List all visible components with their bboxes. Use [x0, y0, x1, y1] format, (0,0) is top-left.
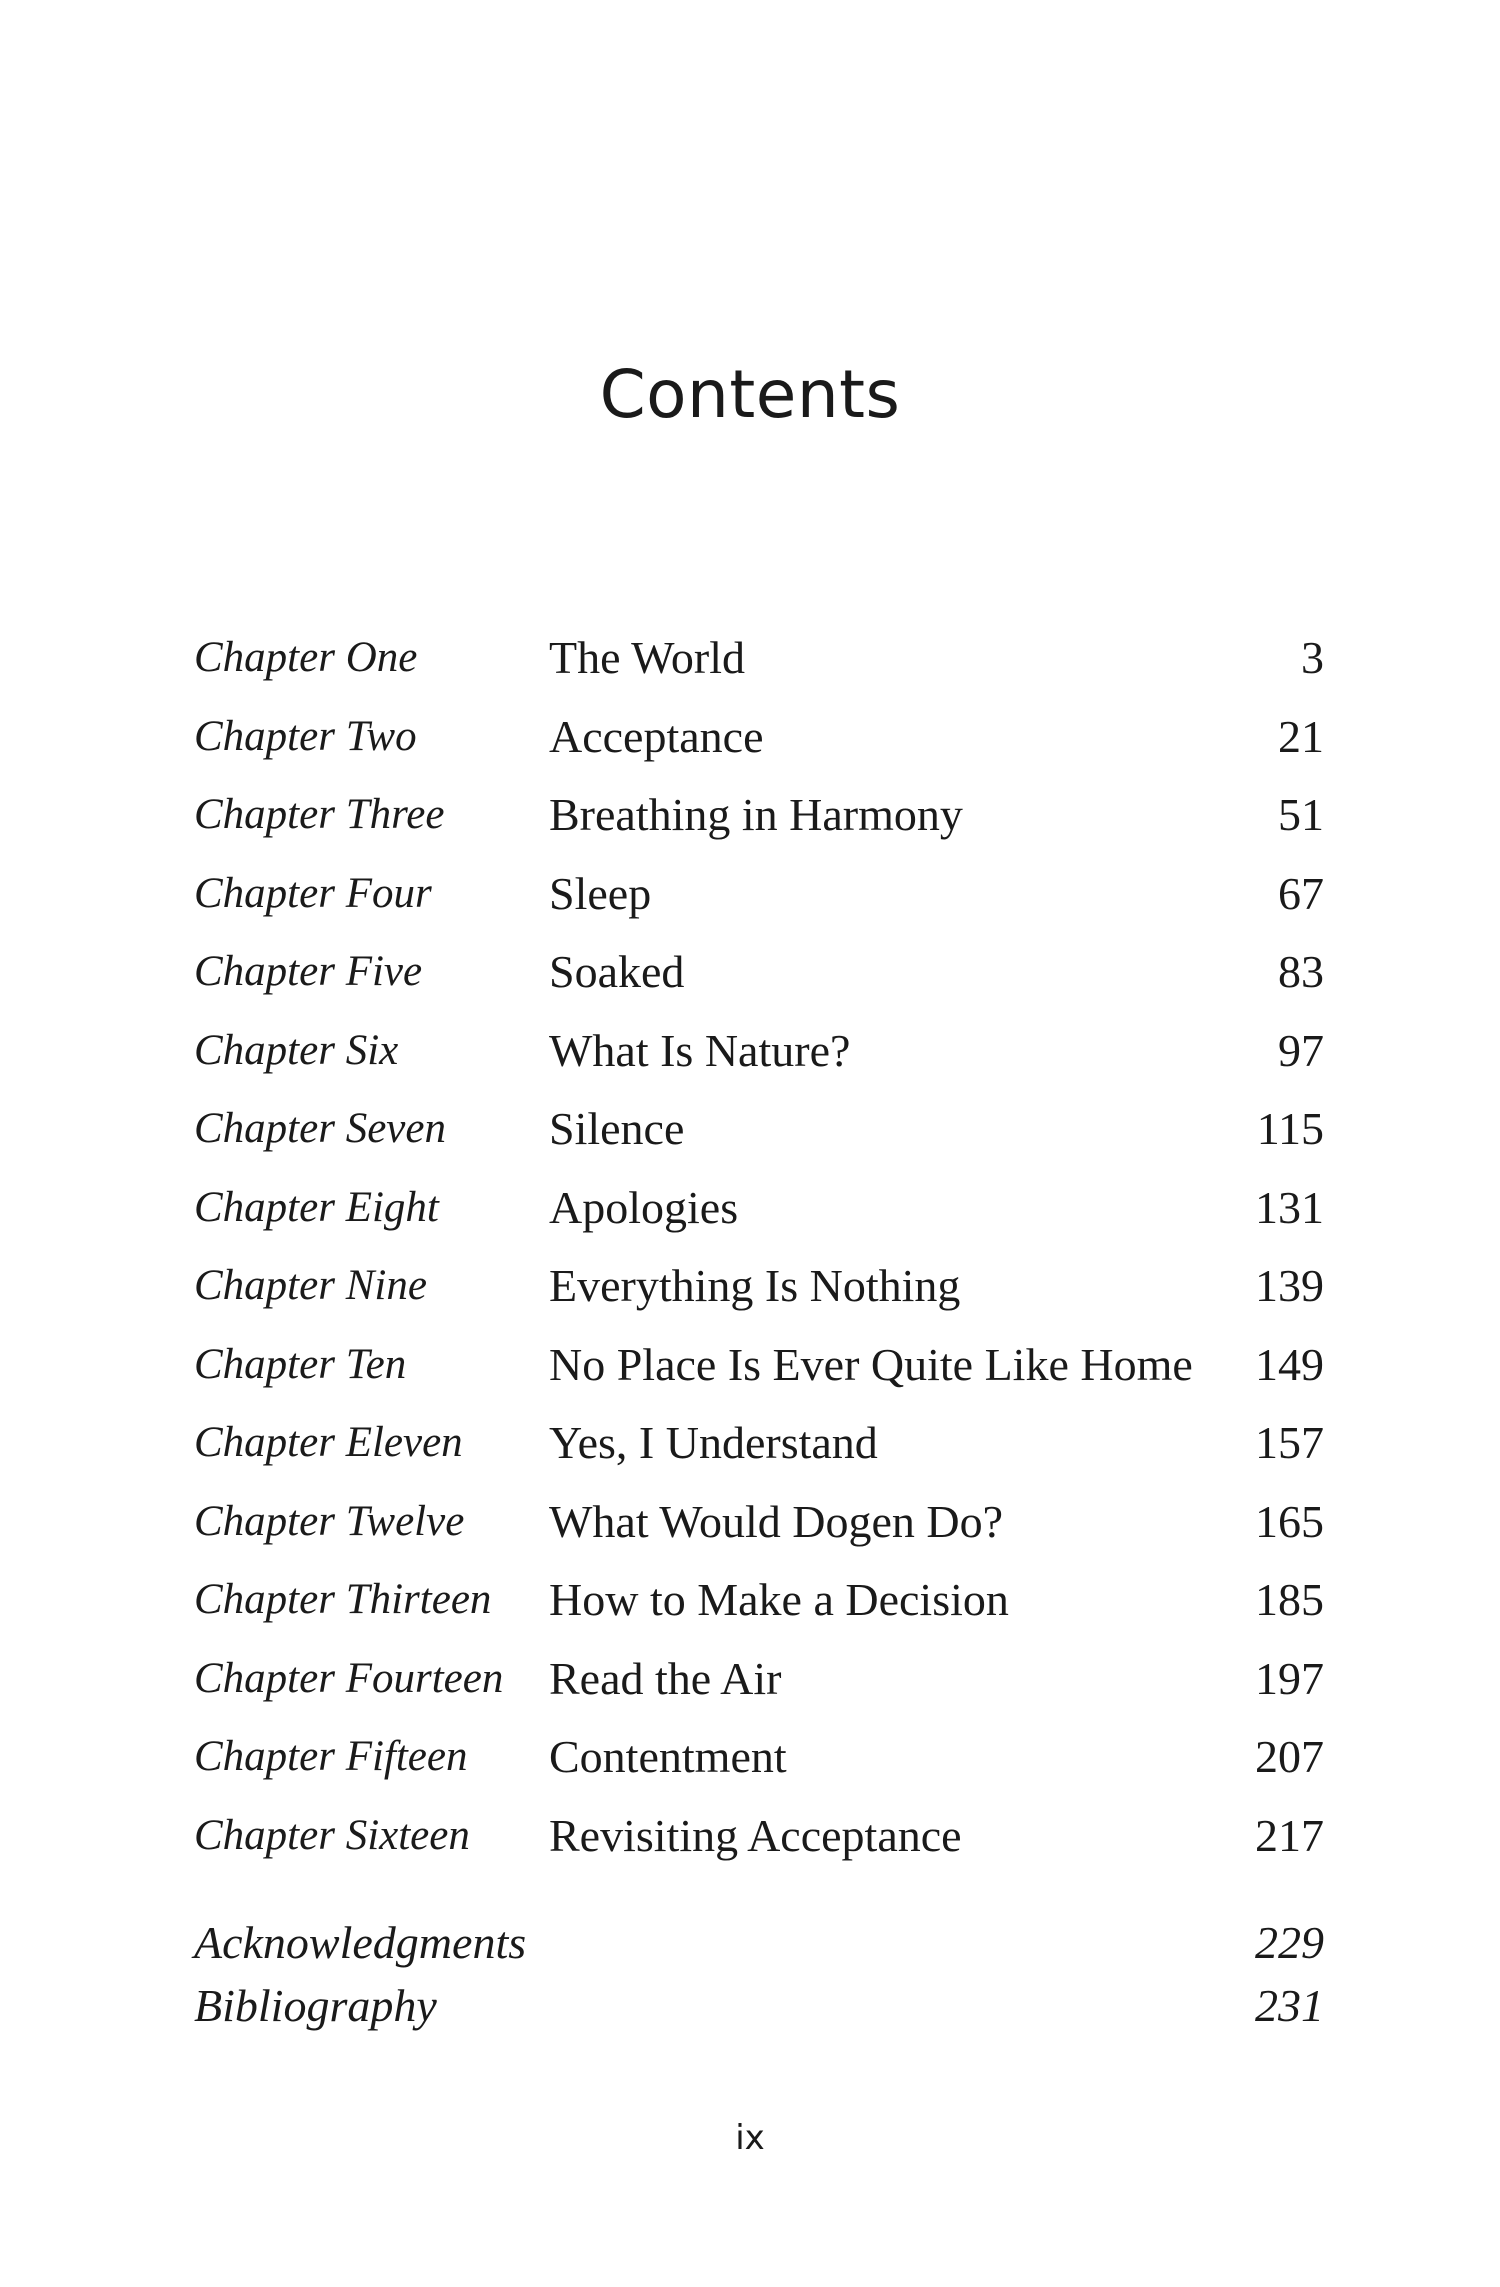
chapter-number-label: Chapter Eleven [194, 1419, 463, 1466]
chapter-page-number: 217 [1255, 1809, 1324, 1861]
chapter-number-label: Chapter Sixteen [194, 1811, 470, 1859]
toc-row [194, 707, 1324, 786]
chapter-title: Revisiting Acceptance [549, 1809, 962, 1861]
back-matter-title: Bibliography [194, 1980, 437, 2031]
chapter-page-number: 67 [1278, 867, 1324, 919]
chapter-page-number: 51 [1278, 789, 1324, 840]
toc-row [194, 1806, 1324, 1885]
toc-row [194, 942, 1324, 1021]
toc-row [194, 785, 1324, 864]
chapter-title: Apologies [549, 1181, 739, 1233]
toc-row [194, 1256, 1324, 1335]
chapter-page-number: 165 [1255, 1495, 1324, 1547]
toc-row [194, 628, 1324, 707]
chapter-number-label: Chapter Fourteen [194, 1654, 504, 1702]
chapter-page-number: 157 [1255, 1417, 1324, 1468]
chapter-title: Soaked [549, 946, 685, 997]
chapter-list [194, 628, 1324, 1884]
chapter-title: Everything Is Nothing [549, 1260, 961, 1311]
toc-row [194, 1492, 1324, 1571]
chapter-title: Contentment [549, 1731, 787, 1782]
chapter-number-label: Chapter Fifteen [194, 1733, 468, 1780]
chapter-title: Silence [549, 1103, 685, 1154]
toc-row [194, 1727, 1324, 1806]
chapter-title: Read the Air [549, 1652, 782, 1704]
chapter-number-label: Chapter Seven [194, 1105, 446, 1152]
chapter-title: Acceptance [549, 710, 764, 762]
toc-row [194, 1021, 1324, 1100]
toc-row [194, 1335, 1324, 1414]
back-matter-list [194, 1913, 1324, 2039]
chapter-number-label: Chapter Ten [194, 1340, 407, 1388]
chapter-number-label: Chapter Four [194, 869, 432, 917]
back-matter-row [194, 1913, 1324, 1976]
toc-row [194, 1178, 1324, 1257]
back-matter-page-number: 229 [1255, 1917, 1324, 1968]
chapter-title: Sleep [549, 867, 652, 919]
toc-row [194, 1099, 1324, 1178]
chapter-page-number: 149 [1255, 1338, 1324, 1390]
chapter-title: What Is Nature? [549, 1024, 851, 1076]
chapter-page-number: 97 [1278, 1024, 1324, 1076]
page-number: ix [735, 2118, 765, 2158]
chapter-title: What Would Dogen Do? [549, 1495, 1004, 1547]
chapter-number-label: Chapter Nine [194, 1262, 427, 1309]
back-matter-row [194, 1976, 1324, 2039]
chapter-number-label: Chapter Eight [194, 1183, 439, 1231]
chapter-page-number: 21 [1278, 710, 1324, 762]
chapter-page-number: 139 [1255, 1260, 1324, 1311]
chapter-number-label: Chapter Thirteen [194, 1576, 492, 1623]
page-title: Contents [599, 356, 901, 433]
chapter-page-number: 197 [1255, 1652, 1324, 1704]
chapter-number-label: Chapter Two [194, 712, 417, 760]
chapter-title: No Place Is Ever Quite Like Home [549, 1338, 1193, 1390]
chapter-page-number: 83 [1278, 946, 1324, 997]
chapter-page-number: 3 [1301, 632, 1324, 683]
back-matter-page-number: 231 [1255, 1980, 1324, 2031]
back-matter-title: Acknowledgments [194, 1917, 527, 1968]
toc-row [194, 1649, 1324, 1728]
toc-row [194, 1570, 1324, 1649]
chapter-title: Yes, I Understand [549, 1417, 878, 1468]
chapter-title: The World [549, 632, 746, 683]
chapter-page-number: 185 [1255, 1574, 1324, 1625]
chapter-number-label: Chapter One [194, 634, 418, 681]
chapter-number-label: Chapter Six [194, 1026, 399, 1074]
chapter-number-label: Chapter Twelve [194, 1497, 465, 1545]
chapter-page-number: 131 [1255, 1181, 1324, 1233]
chapter-number-label: Chapter Five [194, 948, 423, 995]
chapter-title: Breathing in Harmony [549, 789, 963, 840]
toc-row [194, 1413, 1324, 1492]
chapter-page-number: 115 [1256, 1103, 1324, 1154]
chapter-title: How to Make a Decision [549, 1574, 1009, 1625]
chapter-number-label: Chapter Three [194, 791, 445, 838]
toc-row [194, 864, 1324, 943]
chapter-page-number: 207 [1255, 1731, 1324, 1782]
